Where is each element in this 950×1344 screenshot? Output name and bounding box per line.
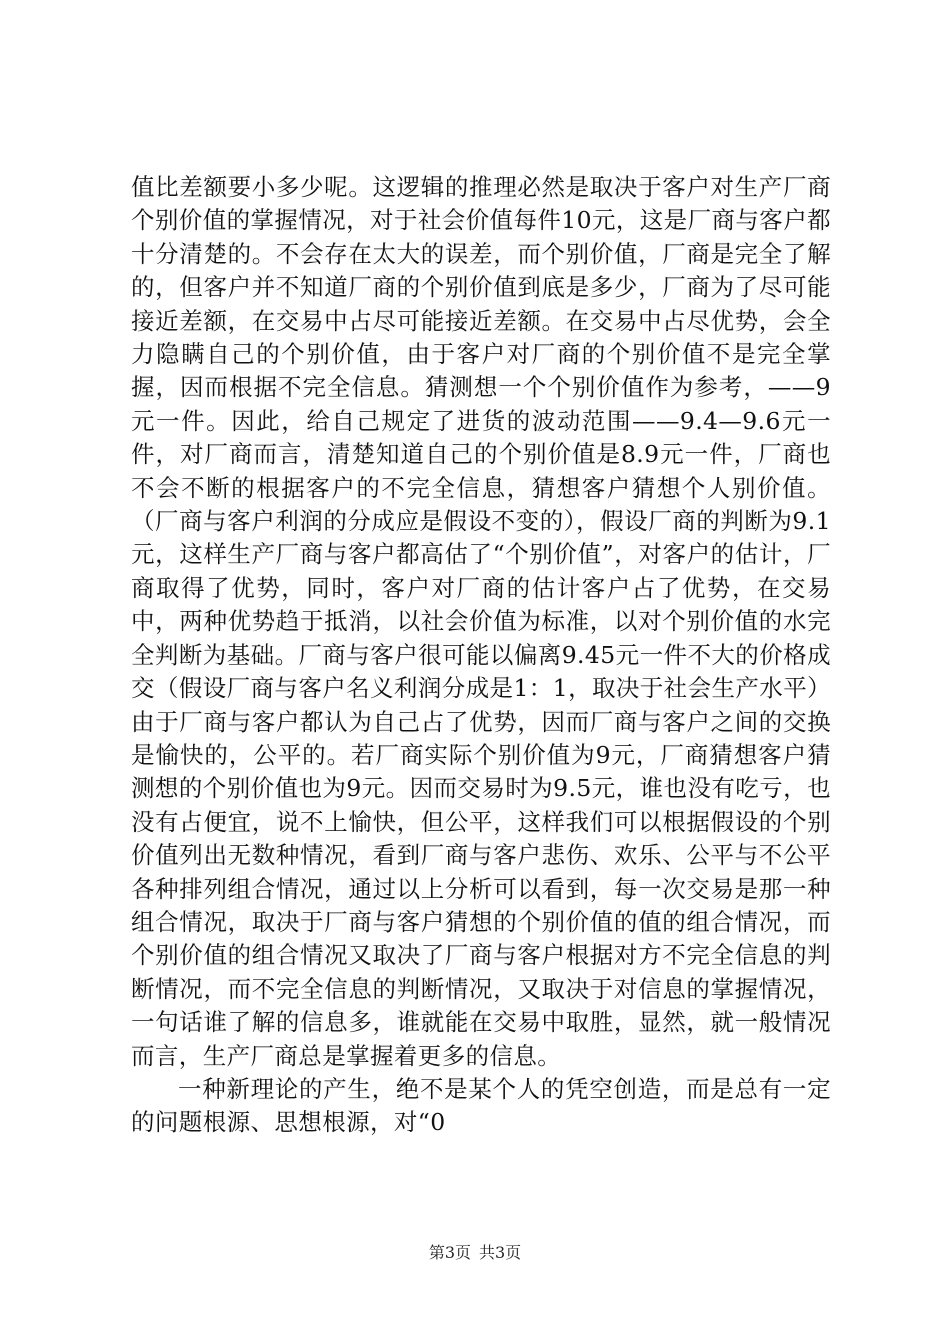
document-body [131,171,831,1140]
paragraph-2: 一种新理论的产生，绝不是某个人的凭空创造，而是总有一定的问题根源、思想根源，对“0 [131,1074,831,1137]
paragraph-1: 值比差额要小多少呢。这逻辑的推理必然是取决于客户对生产厂商个别价值的掌握情况，对于社会价值每件10元，这是厂商与客户都十分清楚的。不会存在太大的误差，而个别价值，厂商是完全了解的，但客户并不知道厂商的个别价值到底是多少，厂商为了尽可能接近差额，在交易中占尽可能接近差额。在交易中占尽优势，会全力隐瞒自己的个别价值，由于客户对厂商的个别价值不是完全掌握，因而根据不完全信息。猜测想一个个别价值作为参考，——9元一件。因此，给自己规定了进货的波动范围——9.4—9.6元一件，对厂商而言，清楚知道自己的个别价值是8.9元一件，厂商也不会不断的根据客户的不完全信息，猜想客户猜想个人别价值。（厂商与客户利润的分成应是假设不变的），假设厂商的判断为9.1元，这样生产厂商与客户都高估了“个别价值”，对客户的估计，厂商取得了优势，同时，客户对厂商的估计客户占了优势，在交易中，两种优势趋于抵消，以社会价值为标准，以对个别价值的水完全判断为基础。厂商与客户很可能以偏离9.45元一件不大的价格成交（假设厂商与客户名义利润分成是1：1，取决于社会生产水平）由于厂商与客户都认为自己占了优势，因而厂商与客户之间的交换是愉快的，公平的。若厂商实际个别价值为9元，厂商猜想客户猜测想的个别价值也为9元。因而交易时为9.5元，谁也没有吃亏，也没有占便宜，说不上愉快，但公平，这样我们可以根据假设的个别价值列出无数种情况，看到厂商与客户悲伤、欢乐、公平与不公平各种排列组合情况，通过以上分析可以看到，每一次交易是那一种组合情况，取决于厂商与客户猜想的个别价值的值的组合情况，而个别价值的组合情况又取决了厂商与客户根据对方不完全信息的判断情况，而不完全信息的判断情况，又取决于对信息的掌握情况，一句话谁了解的信息多，谁就能在交易中取胜，显然，就一般情况而言，生产厂商总是掌握着更多的信息。 [131,173,831,1070]
page-total: 共3页 [479,1243,522,1262]
page-footer [0,1243,950,1263]
page-number: 第3页 [428,1243,471,1262]
